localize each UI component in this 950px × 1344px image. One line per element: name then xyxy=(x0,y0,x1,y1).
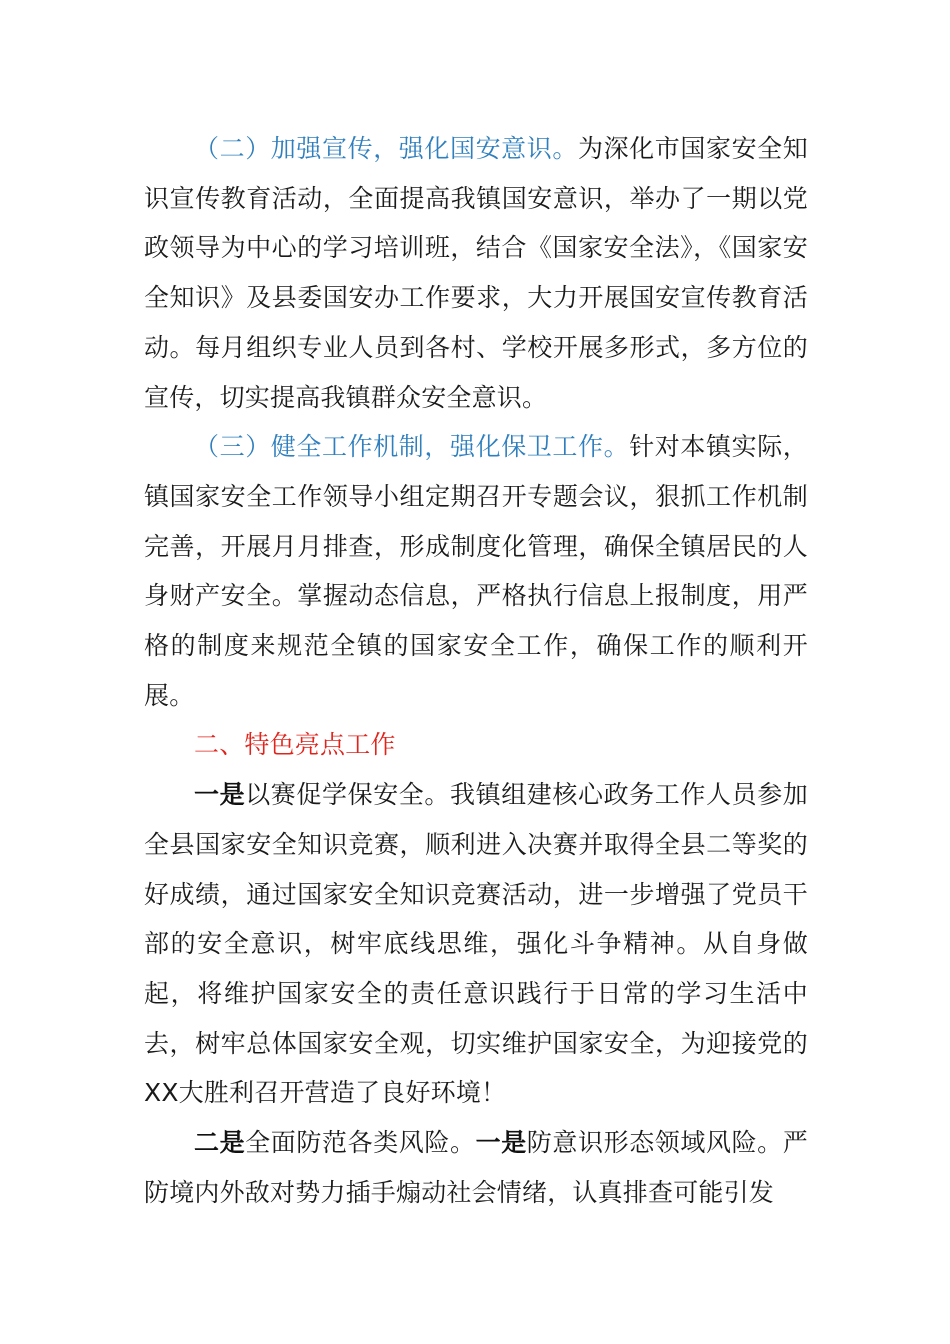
paragraph-risk-prevention xyxy=(144,1118,808,1217)
paragraph-heading: （二）加强宣传，强化国安意识。 xyxy=(194,134,578,163)
paragraph-competition xyxy=(144,770,808,1118)
paragraph-text: 以赛促学保安全。我镇组建核心政务工作人员参加全县国家安全知识竞赛，顺利进入决赛并取得全县二等奖的好成绩，通过国家安全知识竞赛活动，进一步增强了党员干部的安全意识，树牢底线思维，强化斗争精神。从自身做起，将维护国家安全的责任意识践行于日常的学习生活中去，树牢总体国家安全观，切实维护国家安全，为迎接党的XX大胜利召开营造了良好环境！ xyxy=(144,780,808,1108)
paragraph-heading: （三）健全工作机制，强化保卫工作。 xyxy=(194,432,630,462)
paragraph-text: 为深化市国家安全知识宣传教育活动，全面提高我镇国安意识，举办了一期以党政领导为中心的学习培训班，结合《国家安全法》，《国家安全知识》及县委国安办工作要求，大力开展国安宣传教育活动。每月组织专业人员到各村、学校开展多形式，多方位的宣传，切实提高我镇群众安全意识。 xyxy=(144,134,808,412)
paragraph-lead: 一是 xyxy=(194,780,246,810)
paragraph-work-mechanism xyxy=(144,422,808,720)
paragraph-text: 全面防范各类风险。 xyxy=(245,1128,476,1158)
paragraph-sub-lead: 一是 xyxy=(475,1128,527,1158)
paragraph-text: 防意识形态领域风险。严防境内外敌对势力插手煽动社会情绪，认真排查可能引发 xyxy=(144,1128,808,1207)
paragraph-lead: 二是 xyxy=(194,1128,246,1158)
paragraph-text: 针对本镇实际，镇国家安全工作领导小组定期召开专题会议，狠抓工作机制完善，开展月月排查，形成制度化管理，确保全镇居民的人身财产安全。掌握动态信息，严格执行信息上报制度，用严格的制度来规范全镇的国家安全工作，确保工作的顺利开展。 xyxy=(144,432,809,710)
document-body xyxy=(144,124,808,1217)
section-title: 二、特色亮点工作 xyxy=(194,730,396,760)
paragraph-publicity xyxy=(144,124,808,422)
